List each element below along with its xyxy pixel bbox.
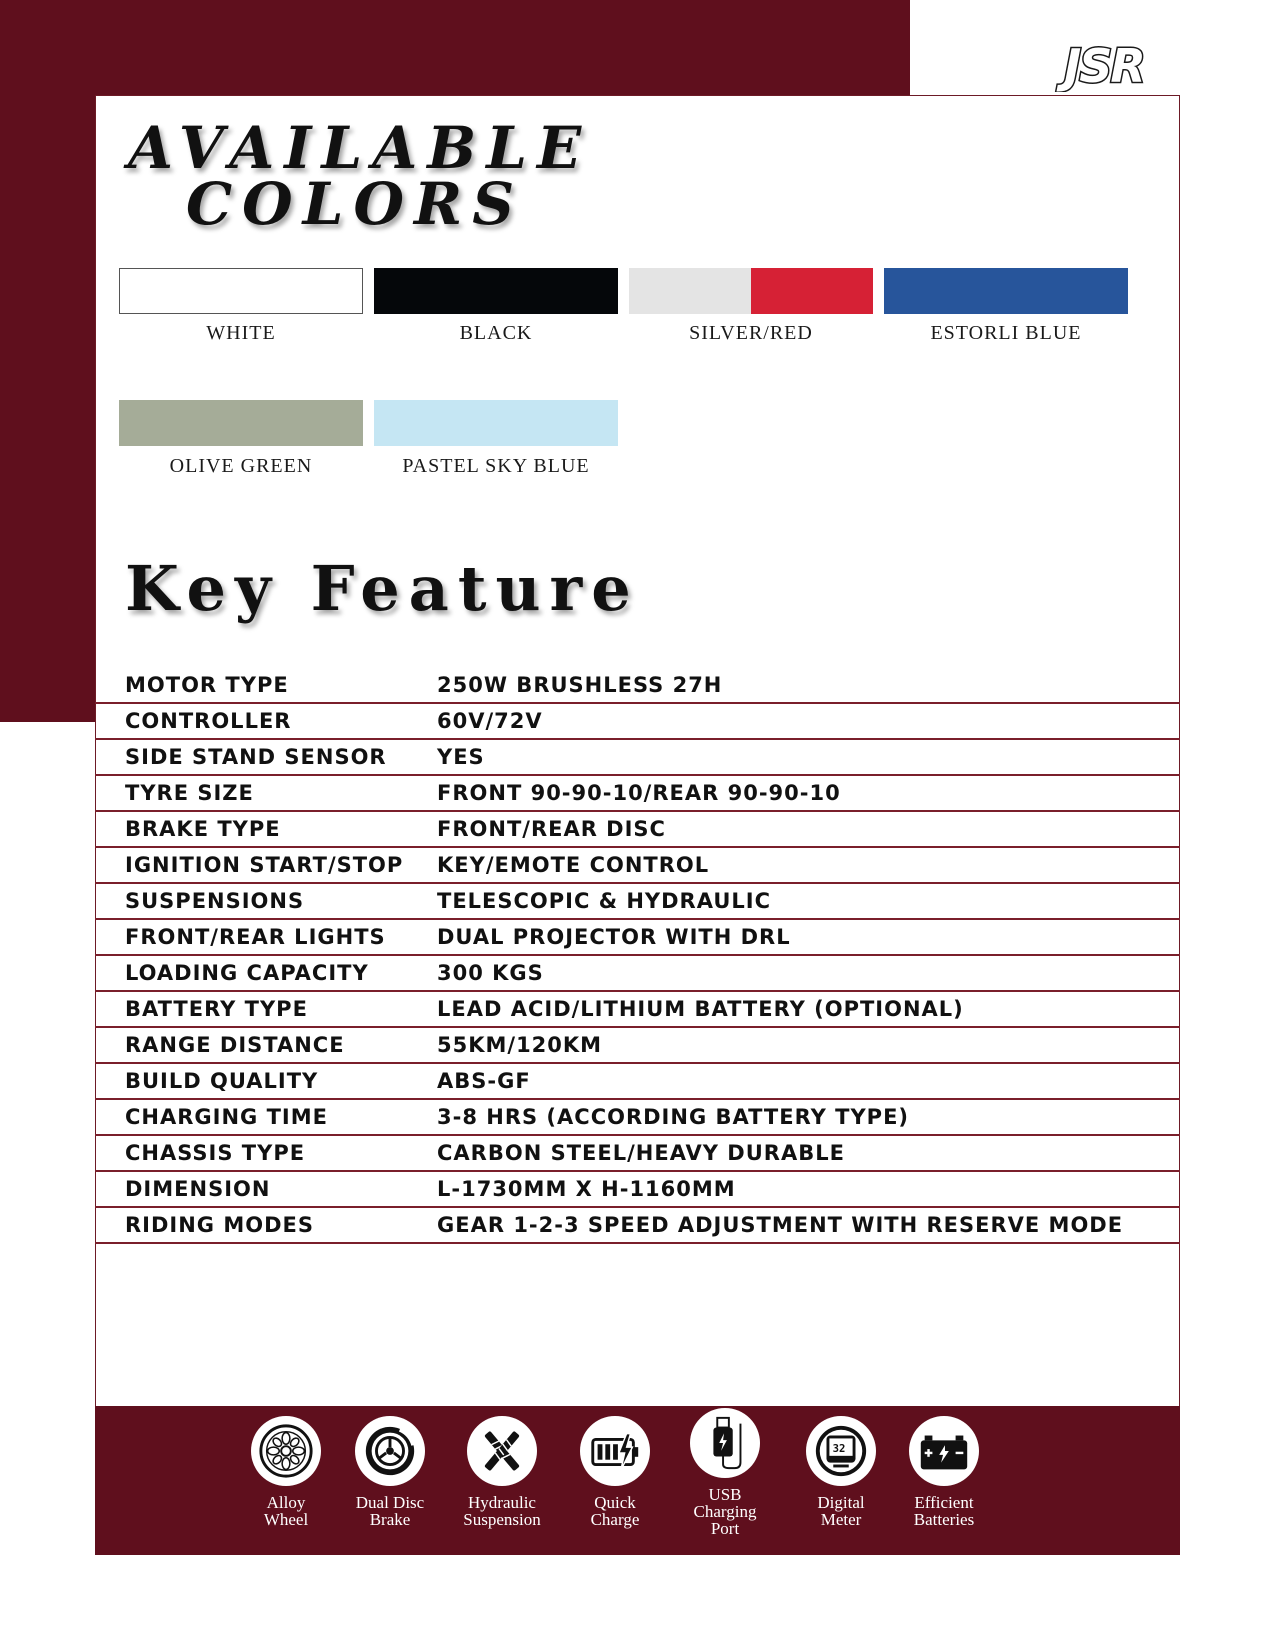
svg-text:JSR: JSR bbox=[1064, 40, 1144, 92]
spec-label: DIMENSION bbox=[125, 1177, 271, 1201]
available-colors-title-line2: COLORS bbox=[186, 170, 525, 238]
spec-value: GEAR 1-2-3 SPEED ADJUSTMENT WITH RESERVE MODE bbox=[437, 1213, 1124, 1237]
spec-row bbox=[95, 848, 1180, 884]
spec-table bbox=[95, 668, 1180, 1244]
spec-row bbox=[95, 884, 1180, 920]
spec-value: CARBON STEEL/HEAVY DURABLE bbox=[437, 1141, 845, 1165]
spec-value: TELESCOPIC & HYDRAULIC bbox=[437, 889, 771, 913]
spec-row bbox=[95, 920, 1180, 956]
swatch-label-olive-green: OLIVE GREEN bbox=[169, 455, 313, 477]
digital-meter-icon bbox=[812, 1422, 870, 1480]
available-colors-title-line1: AVAILABLE bbox=[128, 114, 592, 182]
spec-row bbox=[95, 1064, 1180, 1100]
spec-value: 60V/72V bbox=[437, 709, 543, 733]
suspension-icon bbox=[473, 1422, 531, 1480]
spec-value: FRONT/REAR DISC bbox=[437, 817, 666, 841]
spec-label: MOTOR TYPE bbox=[125, 673, 289, 697]
feature-hydraulic-suspension bbox=[437, 1416, 567, 1528]
spec-row bbox=[95, 740, 1180, 776]
swatch-olive-green bbox=[119, 400, 363, 446]
swatch-label-white: WHITE bbox=[206, 322, 276, 344]
feature-label-efficient-batteries: Efficient Batteries bbox=[913, 1493, 975, 1529]
feature-label-digital-meter: Digital Meter bbox=[817, 1493, 865, 1529]
spec-value: KEY/EMOTE CONTROL bbox=[437, 853, 710, 877]
spec-label: SUSPENSIONS bbox=[125, 889, 305, 913]
key-feature-title: Key Feature bbox=[125, 552, 640, 625]
spec-label: LOADING CAPACITY bbox=[125, 961, 369, 985]
feature-label-alloy-wheel: Alloy Wheel bbox=[263, 1493, 309, 1529]
spec-value: L-1730MM X H-1160MM bbox=[437, 1177, 736, 1201]
spec-label: BUILD QUALITY bbox=[125, 1069, 319, 1093]
feature-label-quick-charge: Quick Charge bbox=[590, 1493, 640, 1529]
available-colors-title bbox=[128, 114, 592, 238]
spec-label: SIDE STAND SENSOR bbox=[125, 745, 387, 769]
swatch-black bbox=[374, 268, 618, 314]
spec-value: YES bbox=[437, 745, 485, 769]
spec-row bbox=[95, 1208, 1180, 1244]
spec-value: ABS-GF bbox=[437, 1069, 531, 1093]
spec-row bbox=[95, 668, 1180, 704]
spec-row bbox=[95, 1136, 1180, 1172]
spec-label: IGNITION START/STOP bbox=[125, 853, 404, 877]
swatch-label-estorli-blue: ESTORLI BLUE bbox=[930, 322, 1082, 344]
disc-brake-icon bbox=[361, 1422, 419, 1480]
spec-value: DUAL PROJECTOR WITH DRL bbox=[437, 925, 791, 949]
spec-row bbox=[95, 1172, 1180, 1208]
usb-port-icon bbox=[696, 1414, 754, 1472]
spec-value: 250W BRUSHLESS 27H bbox=[437, 673, 723, 697]
spec-label: CHARGING TIME bbox=[125, 1105, 328, 1129]
swatch-estorli-blue bbox=[884, 268, 1128, 314]
feature-efficient-batteries bbox=[879, 1416, 1009, 1528]
spec-label: CHASSIS TYPE bbox=[125, 1141, 306, 1165]
spec-row bbox=[95, 1028, 1180, 1064]
spec-label: FRONT/REAR LIGHTS bbox=[125, 925, 386, 949]
feature-label-dual-disc-brake: Dual Disc Brake bbox=[355, 1493, 425, 1529]
swatch-pastel-sky-blue bbox=[374, 400, 618, 446]
alloy-wheel-icon bbox=[257, 1422, 315, 1480]
spec-value: 55KM/120KM bbox=[437, 1033, 603, 1057]
feature-usb-charging-port bbox=[660, 1408, 790, 1537]
svg-text:32: 32 bbox=[832, 1441, 846, 1455]
feature-label-hydraulic-suspension: Hydraulic Suspension bbox=[463, 1493, 541, 1529]
spec-label: BRAKE TYPE bbox=[125, 817, 281, 841]
feature-label-usb-charging-port: USB Charging Port bbox=[693, 1485, 757, 1538]
spec-label: RIDING MODES bbox=[125, 1213, 315, 1237]
swatch-label-pastel-sky-blue: PASTEL SKY BLUE bbox=[402, 455, 590, 477]
swatch-label-silver-red: SILVER/RED bbox=[689, 322, 813, 344]
spec-value: FRONT 90-90-10/REAR 90-90-10 bbox=[437, 781, 841, 805]
jsr-logo bbox=[1028, 40, 1180, 92]
quick-charge-icon bbox=[586, 1422, 644, 1480]
spec-row bbox=[95, 704, 1180, 740]
spec-row bbox=[95, 992, 1180, 1028]
spec-label: BATTERY TYPE bbox=[125, 997, 308, 1021]
spec-row bbox=[95, 956, 1180, 992]
spec-row bbox=[95, 776, 1180, 812]
spec-row bbox=[95, 1100, 1180, 1136]
spec-label: TYRE SIZE bbox=[125, 781, 254, 805]
spec-label: CONTROLLER bbox=[125, 709, 292, 733]
spec-label: RANGE DISTANCE bbox=[125, 1033, 345, 1057]
swatch-silver-red bbox=[629, 268, 873, 314]
battery-icon bbox=[915, 1422, 973, 1480]
swatch-label-black: BLACK bbox=[459, 322, 533, 344]
spec-value: 300 KGS bbox=[437, 961, 544, 985]
features-bar bbox=[95, 1406, 1180, 1555]
spec-value: 3-8 HRS (ACCORDING BATTERY TYPE) bbox=[437, 1105, 910, 1129]
spec-row bbox=[95, 812, 1180, 848]
feature-dual-disc-brake bbox=[325, 1416, 455, 1528]
spec-value: LEAD ACID/LITHIUM BATTERY (OPTIONAL) bbox=[437, 997, 964, 1021]
swatch-white bbox=[119, 268, 363, 314]
